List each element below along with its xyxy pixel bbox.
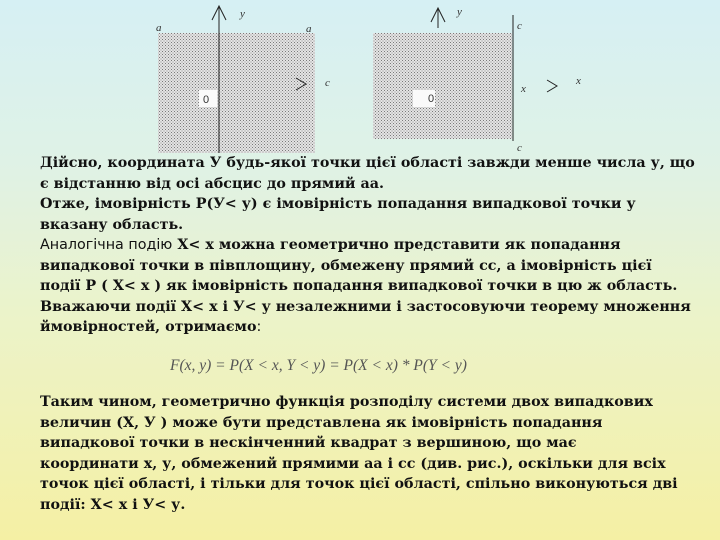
text-line: Таким чином, геометрично функція розподілу системи двох випадкових bbox=[40, 394, 653, 410]
right-x-arrow bbox=[547, 80, 557, 92]
right-diagram bbox=[373, 6, 581, 154]
text-line: точок цієї області, і тільки для точок цієї області, спільно виконуються дві bbox=[40, 476, 678, 492]
right-label-c-bottom: c bbox=[517, 142, 522, 154]
text-line: події Р ( Х< х ) як імовірність попадання випадкової точки в цю ж область. bbox=[40, 278, 678, 294]
text-fragment: Аналогічна подію bbox=[40, 237, 173, 253]
left-diagram bbox=[156, 6, 330, 153]
text-line: Вважаючи події Х< х і У< у незалежними і застосовуючи теорему множення bbox=[40, 298, 691, 315]
explanation-text bbox=[40, 153, 700, 338]
text-line: події: Х< х і У< у. bbox=[40, 496, 186, 513]
right-label-origin: 0 bbox=[428, 93, 435, 105]
right-label-x-axis: x bbox=[576, 75, 581, 87]
text-line: Отже, імовірність Р(У< у) є імовірність попадання випадкової точки у bbox=[40, 196, 636, 212]
text-line: випадкової точки в півплощину, обмежену прямий сс, а імовірність цієї bbox=[40, 257, 652, 274]
text-fragment: ймовірностей, отримаємо bbox=[40, 319, 257, 335]
text-fragment: Х< х можна геометрично представити як попадання bbox=[172, 237, 621, 253]
right-shaded-region bbox=[373, 33, 512, 139]
text-line: є відстанню від осі абсцис до прямий аа. bbox=[40, 175, 385, 192]
left-label-origin: 0 bbox=[203, 94, 210, 106]
text-line: випадкової точки в нескінченний квадрат з вершиною, що має bbox=[40, 435, 577, 451]
left-label-y: y bbox=[240, 8, 245, 20]
text-line: Дійсно, координата У будь-якої точки цієї області завжди менше числа у, що bbox=[40, 155, 695, 171]
left-shaded-region bbox=[158, 33, 315, 153]
text-line bbox=[40, 235, 700, 256]
conclusion-text bbox=[40, 392, 700, 515]
distribution-formula: F(x, y) = P(X < x, Y < y) = P(X < x) * P(Y < y) bbox=[170, 357, 467, 374]
left-label-c: с bbox=[325, 77, 330, 89]
text-line: координати х, у, обмежений прямими аа і сс (див. рис.), оскільки для всіх bbox=[40, 455, 666, 472]
right-label-c-top: c bbox=[517, 20, 522, 32]
text-fragment: : bbox=[256, 319, 262, 335]
probability-region-diagram bbox=[0, 0, 720, 155]
right-label-x-point: x bbox=[521, 83, 526, 95]
left-label-a-right: a bbox=[306, 23, 312, 35]
right-label-y: y bbox=[457, 6, 462, 18]
text-line bbox=[40, 317, 700, 338]
text-line: величин (Х, У ) може бути представлена як імовірність попадання bbox=[40, 414, 603, 431]
left-label-a-left: a bbox=[156, 22, 162, 34]
text-line: вказану область. bbox=[40, 216, 184, 233]
